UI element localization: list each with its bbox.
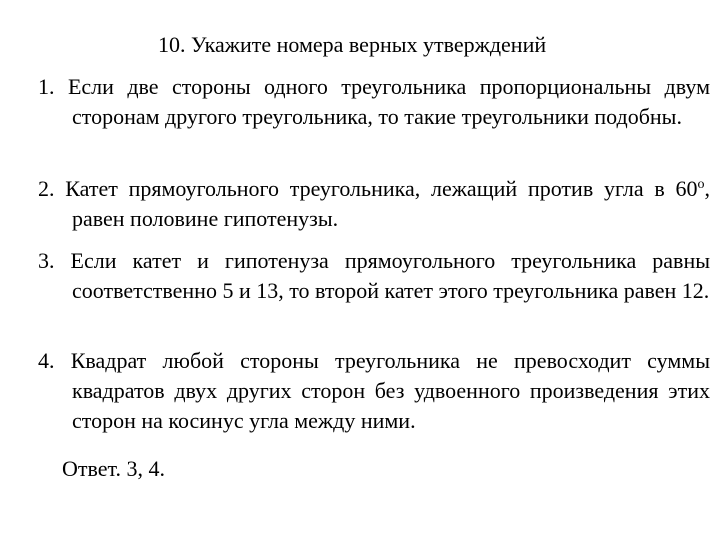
statement-number: 4. (38, 348, 55, 373)
statement-text-tail: , равен половине гипотенузы. (72, 176, 711, 231)
statement-number: 1. (38, 74, 55, 99)
question-title: 10. Укажите номера верных утверждений (158, 32, 547, 57)
statement-text: Если две стороны одного треугольника пропорциональны двум сторонам другого треугольника, то такие треугольники подобны. (67, 74, 710, 129)
statement-text: Катет прямоугольного треугольника, лежащий против угла в 60 (65, 176, 698, 201)
statement-4 (38, 346, 710, 436)
statement-1 (38, 72, 710, 132)
statement-text: Квадрат любой стороны треугольника не превосходит суммы квадратов двух других сторон без удвоенного произведения этих сторон на косинус угла между ними. (70, 348, 710, 433)
statement-2 (38, 174, 710, 234)
degree-sign: о (697, 177, 705, 192)
answer-label: Ответ. (62, 456, 121, 481)
answer-value: 3, 4. (126, 456, 165, 481)
answer (62, 454, 165, 484)
statement-text: Если катет и гипотенуза прямоугольного треугольника равны соответственно 5 и 13, то второй катет этого треугольника равен 12. (70, 248, 711, 303)
statement-number: 2. (38, 176, 55, 201)
statement-number: 3. (38, 248, 55, 273)
statement-3 (38, 246, 710, 306)
